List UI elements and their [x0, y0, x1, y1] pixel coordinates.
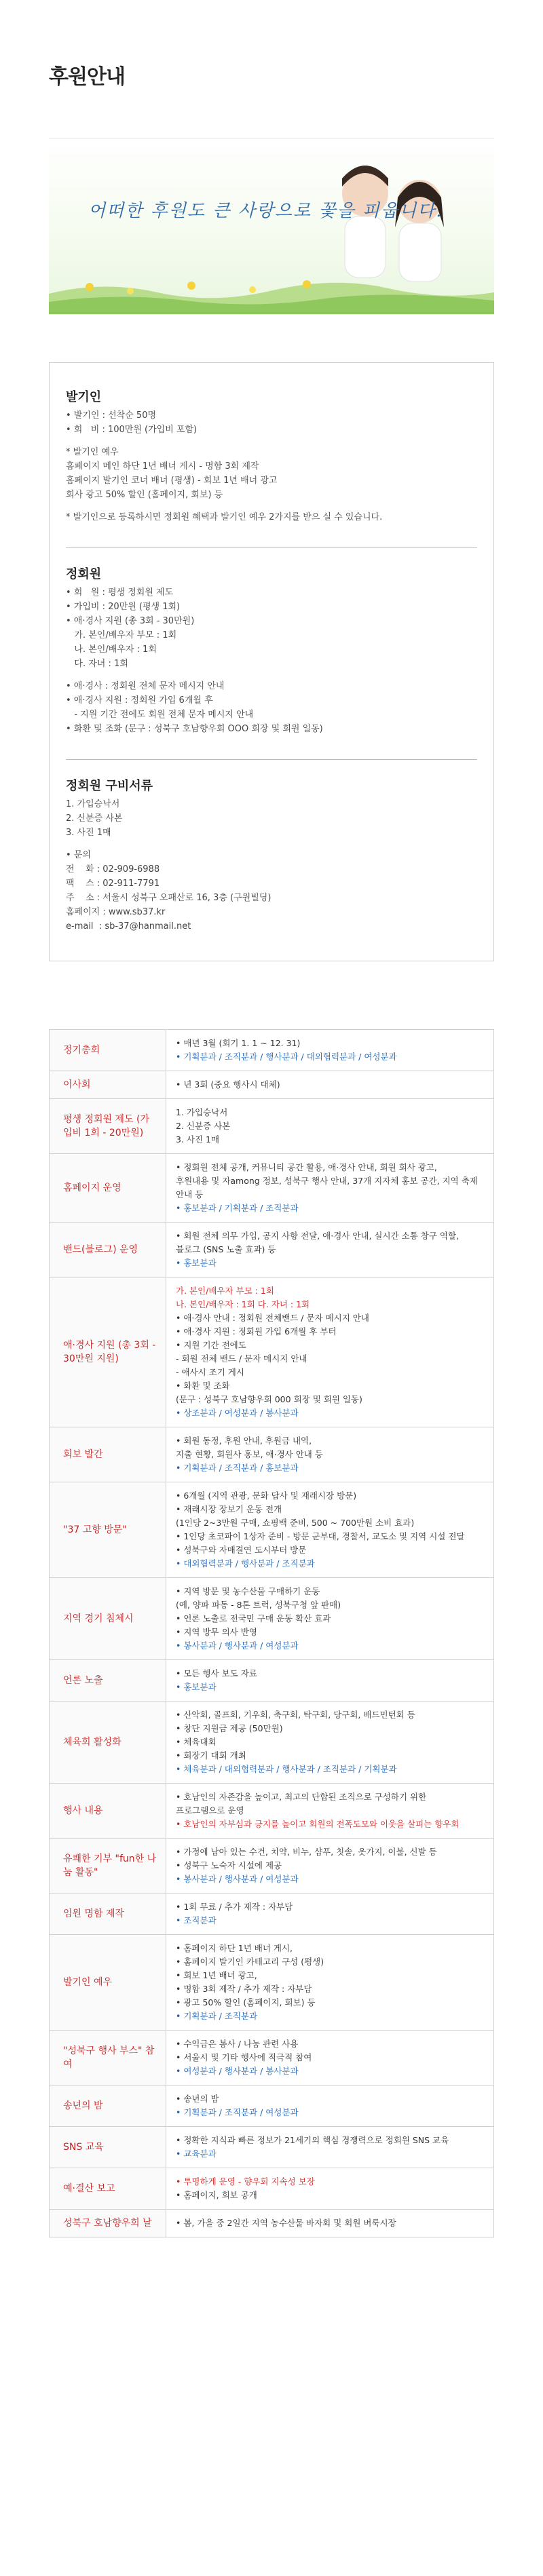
program-detail-line: • 6개월 (지역 관광, 문화 답사 및 재래시장 방문) — [176, 1491, 357, 1501]
program-detail-line: • 가정에 남아 있는 수건, 치약, 비누, 샴푸, 칫솔, 옷가지, 이불, 신발 등 — [176, 1847, 437, 1857]
programs-table — [49, 1029, 494, 2237]
regular-line: • 애·경사 지원 : 정회원 가입 6개월 후 — [66, 695, 213, 706]
program-row — [50, 1030, 494, 1071]
program-row — [50, 1660, 494, 1702]
program-row — [50, 2031, 494, 2085]
program-row — [50, 1071, 494, 1099]
program-row — [50, 1578, 494, 1660]
regular-line: 나. 본인/배우자 : 1회 — [66, 645, 157, 655]
program-description — [166, 1784, 494, 1839]
program-committees: • 기획분과 / 조직분과 / 홍보분과 — [176, 1463, 299, 1473]
program-committees: • 홍보분과 / 기획분과 / 조직분과 — [176, 1203, 299, 1213]
program-name: "37 고향 방문" — [50, 1482, 166, 1578]
program-detail-line: • 회장기 대회 개최 — [176, 1750, 246, 1761]
program-row — [50, 1893, 494, 1935]
program-description — [166, 2031, 494, 2085]
program-row — [50, 1784, 494, 1839]
sponsor-benefit-line: * 발기인 예우 — [66, 447, 119, 457]
program-name: 평생 정회원 제도 (가입비 1회 - 20만원) — [50, 1099, 166, 1154]
program-detail-line: • 1회 무료 / 추가 제작 : 자부담 — [176, 1902, 293, 1912]
program-row — [50, 1839, 494, 1893]
program-detail-line: • 지원 기간 전에도 — [176, 1340, 246, 1350]
program-description — [166, 1839, 494, 1893]
program-detail-line: • 애·경사 안내 : 정회원 전체밴드 / 문자 메시지 안내 — [176, 1313, 369, 1323]
program-row — [50, 2085, 494, 2127]
contact-fax: 팩 스 : 02-911-7791 — [66, 879, 160, 889]
divider — [66, 759, 477, 760]
program-committees: • 홍보분과 — [176, 1682, 217, 1692]
program-description — [166, 2210, 494, 2237]
program-detail-line: 1. 가입승낙서 — [176, 1107, 228, 1117]
program-detail-line: (문구 : 성북구 호남향우회 000 회장 및 회원 일동) — [176, 1394, 362, 1404]
program-detail-line: - 애사시 조기 게시 — [176, 1367, 244, 1377]
program-description — [166, 1427, 494, 1482]
program-detail-line: • 정회원 전체 공개, 커뮤니티 공간 활용, 애·경사 안내, 회원 회사 광고, — [176, 1162, 437, 1172]
program-detail-line: 3. 사진 1매 — [176, 1134, 220, 1145]
program-detail-line: • 정확한 지식과 빠른 정보가 21세기의 핵심 경쟁력으로 정회원 SNS 교육 — [176, 2135, 449, 2145]
program-row — [50, 1935, 494, 2031]
program-name: 정기총회 — [50, 1030, 166, 1071]
program-name: SNS 교육 — [50, 2127, 166, 2168]
documents-heading: 정회원 구비서류 — [66, 779, 153, 793]
program-detail-line: 나. 본인/배우자 : 1회 다. 자녀 : 1회 — [176, 1299, 310, 1309]
program-detail-line: • 창단 지원금 제공 (50만원) — [176, 1723, 283, 1733]
program-row — [50, 1427, 494, 1482]
program-row — [50, 1099, 494, 1154]
program-description — [166, 1578, 494, 1660]
program-detail-line: • 1인당 초코파이 1상자 준비 - 방문 군부대, 경찰서, 교도소 및 지역 시설 전달 — [176, 1531, 465, 1541]
regular-line: 다. 자녀 : 1회 — [66, 659, 128, 669]
sponsor-benefit-line: 회사 광고 50% 할인 (홈페이지, 회보) 등 — [66, 490, 223, 500]
program-committees: • 봉사분과 / 행사분과 / 여성분과 — [176, 1874, 299, 1884]
program-committees: • 기획분과 / 조직분과 — [176, 2011, 258, 2021]
contact-line: • 문의 — [66, 850, 91, 860]
program-committees: • 체육분과 / 대외협력분과 / 행사분과 / 조직분과 / 기획분과 — [176, 1764, 397, 1774]
program-detail-line: • 성북구 노숙자 시설에 제공 — [176, 1860, 282, 1870]
regular-line: • 애·경사 : 정회원 전체 문자 메시지 안내 — [66, 681, 225, 691]
program-detail-line: • 홈페이지 발기인 카테고리 구성 (평생) — [176, 1957, 324, 1967]
banner-slogan: 어떠한 후원도 큰 사랑으로 꽃을 피웁니다. — [88, 201, 443, 221]
regular-line: - 지원 기간 전에도 회원 전체 문자 메시지 안내 — [66, 710, 254, 720]
program-detail-line: • 산악회, 골프회, 기우회, 축구회, 탁구회, 당구회, 배드민턴회 등 — [176, 1710, 415, 1720]
membership-info-box — [49, 362, 494, 961]
program-detail-line: • 명함 3회 제작 / 추가 제작 : 자부담 — [176, 1984, 312, 1994]
program-detail-line: • 수익금은 봉사 / 나눔 관련 사용 — [176, 2039, 299, 2049]
program-name: 애·경사 지원 (총 3회 - 30만원 지원) — [50, 1277, 166, 1427]
program-committees: • 대외협력분과 / 행사분과 / 조직분과 — [176, 1558, 315, 1569]
program-detail-line: • 홈페이지, 회보 공개 — [176, 2190, 257, 2200]
program-detail-line: • 지역 방문 및 농수산물 구매하기 운동 — [176, 1586, 320, 1596]
regular-line: • 가입비 : 20만원 (평생 1회) — [66, 602, 181, 612]
program-name: 이사회 — [50, 1071, 166, 1099]
program-description — [166, 2127, 494, 2168]
document-item: 2. 신분증 사본 — [66, 813, 123, 824]
sponsor-line: • 회 비 : 100만원 (가입비 포함) — [66, 425, 198, 435]
program-name: "성북구 행사 부스" 참여 — [50, 2031, 166, 2085]
program-detail-line: • 성북구와 자매결연 도시부터 방문 — [176, 1545, 307, 1555]
program-detail-line: • 년 3회 (중요 행사시 대체) — [176, 1079, 280, 1090]
program-description — [166, 1154, 494, 1223]
program-description — [166, 2168, 494, 2210]
program-committees: • 여성분과 / 행사분과 / 봉사분과 — [176, 2066, 299, 2076]
program-name: 유쾌한 기부 "fun한 나눔 활동" — [50, 1839, 166, 1893]
document-item: 1. 가입승낙서 — [66, 799, 120, 809]
program-detail-line: 지출 현황, 회원사 홍보, 애·경사 안내 등 — [176, 1449, 323, 1459]
program-detail-line: • 화환 및 조화 — [176, 1381, 230, 1391]
program-description — [166, 1277, 494, 1427]
program-detail-line: • 봄, 가을 중 2일간 지역 농수산물 바자회 및 회원 벼룩시장 — [176, 2218, 396, 2228]
program-name: 발기인 예우 — [50, 1935, 166, 2031]
program-row — [50, 1482, 494, 1578]
sponsor-benefit-line: 홈페이지 메인 하단 1년 배너 게시 - 명함 3회 제작 — [66, 461, 259, 472]
program-detail-line: • 광고 50% 할인 (홈페이지, 회보) 등 — [176, 1997, 316, 2007]
contact-homepage[interactable]: 홈페이지 : www.sb37.kr — [66, 907, 166, 917]
program-name: 임원 명함 제작 — [50, 1893, 166, 1935]
program-description — [166, 2085, 494, 2127]
program-name: 지역 경기 침체시 — [50, 1578, 166, 1660]
program-detail-line: • 언론 노출로 전국민 구매 운동 확산 효과 — [176, 1613, 331, 1623]
program-detail-line: 프로그램으로 운영 — [176, 1805, 244, 1815]
regular-member-heading: 정회원 — [66, 567, 102, 581]
program-name: 홈페이지 운영 — [50, 1154, 166, 1223]
program-description — [166, 1660, 494, 1702]
regular-line: • 회 원 : 평생 정회원 제도 — [66, 588, 174, 598]
contact-email[interactable]: e-mail : sb-37@hanmail.net — [66, 921, 191, 931]
program-row — [50, 1277, 494, 1427]
program-name: 언론 노출 — [50, 1660, 166, 1702]
sponsor-line: • 발기인 : 선착순 50명 — [66, 410, 157, 421]
contact-phone: 전 화 : 02-909-6988 — [66, 864, 160, 874]
program-committees: • 봉사분과 / 행사분과 / 여성분과 — [176, 1640, 299, 1651]
program-name: 송년의 밤 — [50, 2085, 166, 2127]
sponsor-benefit-line: 홈페이지 발기인 코너 배너 (평생) - 회보 1년 배너 광고 — [66, 476, 278, 486]
program-description — [166, 1099, 494, 1154]
program-detail-line: • 매년 3월 (회기 1. 1 ~ 12. 31) — [176, 1038, 301, 1048]
program-detail-line: 블로그 (SNS 노출 효과) 등 — [176, 1244, 276, 1254]
divider — [66, 547, 477, 548]
program-committees: • 기획분과 / 조직분과 / 여성분과 — [176, 2107, 299, 2117]
program-detail-line: • 애·경사 지원 : 정회원 가입 6개월 후 부터 — [176, 1326, 337, 1337]
program-committees: • 기획분과 / 조직분과 / 행사분과 / 대외협력분과 / 여성분과 — [176, 1052, 397, 1062]
program-detail-line: • 회보 1년 배너 광고, — [176, 1970, 257, 1980]
sponsor-banner — [49, 138, 494, 315]
page-title: 후원안내 — [49, 65, 125, 89]
program-detail-line: • 모든 행사 보도 자료 — [176, 1668, 257, 1678]
program-detail-line: • 체육대회 — [176, 1737, 217, 1747]
program-detail-line: • 지역 방무 의사 반영 — [176, 1627, 257, 1637]
program-description — [166, 1071, 494, 1099]
regular-line: • 화환 및 조화 (문구 : 성북구 호남향우회 OOO 회장 및 회원 일동) — [66, 724, 323, 734]
program-detail-line: 후원내용 및 자among 정보, 성북구 행사 안내, 37개 지자체 홍보 공간, 지역 축제 안내 등 — [176, 1176, 478, 1199]
sponsor-note: * 발기인으로 등록하시면 정회원 혜택과 발기인 예우 2가지를 받으 실 수 있습니다. — [66, 512, 383, 522]
program-detail-line: • 서울시 및 기타 행사에 적극적 참여 — [176, 2052, 312, 2062]
program-detail-line: • 회원 동정, 후원 안내, 후원금 내역, — [176, 1436, 312, 1446]
program-name: 행사 내용 — [50, 1784, 166, 1839]
program-committees: • 교육분과 — [176, 2149, 217, 2159]
program-detail-line: • 회원 전체 의무 가입, 공지 사항 전달, 애·경사 안내, 실시간 소통 창구 역할, — [176, 1231, 459, 1241]
program-detail-line: 2. 신분증 사본 — [176, 1121, 231, 1131]
program-description — [166, 1030, 494, 1071]
program-description — [166, 1702, 494, 1784]
sponsor-heading: 발기인 — [66, 390, 102, 404]
program-name: 예·결산 보고 — [50, 2168, 166, 2210]
program-name: 체육회 활성화 — [50, 1702, 166, 1784]
program-detail-line: (예, 양파 파동 - 8톤 트럭, 성북구청 앞 판매) — [176, 1600, 341, 1610]
program-detail-line: • 호남인의 자존감을 높이고, 최고의 단합된 조직으로 구성하기 위한 — [176, 1792, 427, 1802]
program-detail-line: • 홈페이지 하단 1년 배너 게시, — [176, 1943, 293, 1953]
program-detail-line: • 송년의 밤 — [176, 2094, 219, 2104]
program-name: 밴드(블로그) 운영 — [50, 1223, 166, 1277]
program-committees: • 홍보분과 — [176, 1258, 217, 1268]
program-row — [50, 2168, 494, 2210]
program-description — [166, 1482, 494, 1578]
regular-line: • 애·경사 지원 (총 3회 - 30만원) — [66, 616, 195, 626]
regular-line: 가. 본인/배우자 부모 : 1회 — [66, 630, 177, 640]
program-row — [50, 1702, 494, 1784]
program-detail-line: • 호남인의 자부심과 긍지를 높이고 회원의 전폭도모와 이웃을 살피는 향우회 — [176, 1819, 460, 1829]
contact-address: 주 소 : 서울시 성북구 오패산로 16, 3층 (구원빌딩) — [66, 893, 272, 903]
program-detail-line: • 재래시장 장보기 운동 전개 — [176, 1504, 282, 1514]
program-row — [50, 1223, 494, 1277]
document-item: 3. 사진 1매 — [66, 828, 111, 838]
program-name: 성북구 호남향우회 날 — [50, 2210, 166, 2237]
program-description — [166, 1893, 494, 1935]
program-description — [166, 1223, 494, 1277]
program-detail-line: • 투명하게 운영 - 향우회 지속성 보장 — [176, 2176, 315, 2187]
program-committees: • 상조분과 / 여성분과 / 봉사분과 — [176, 1408, 299, 1418]
program-description — [166, 1935, 494, 2031]
program-detail-line: (1인당 2~3만원 구매, 쇼핑백 준비, 500 ~ 700만원 소비 효과) — [176, 1518, 415, 1528]
program-row — [50, 2210, 494, 2237]
program-detail-line: 가. 본인/배우자 부모 : 1회 — [176, 1286, 274, 1296]
program-name: 회보 발간 — [50, 1427, 166, 1482]
program-row — [50, 1154, 494, 1223]
program-row — [50, 2127, 494, 2168]
program-detail-line: - 회원 전체 밴드 / 문자 메시지 안내 — [176, 1353, 307, 1364]
program-committees: • 조직분과 — [176, 1915, 217, 1925]
